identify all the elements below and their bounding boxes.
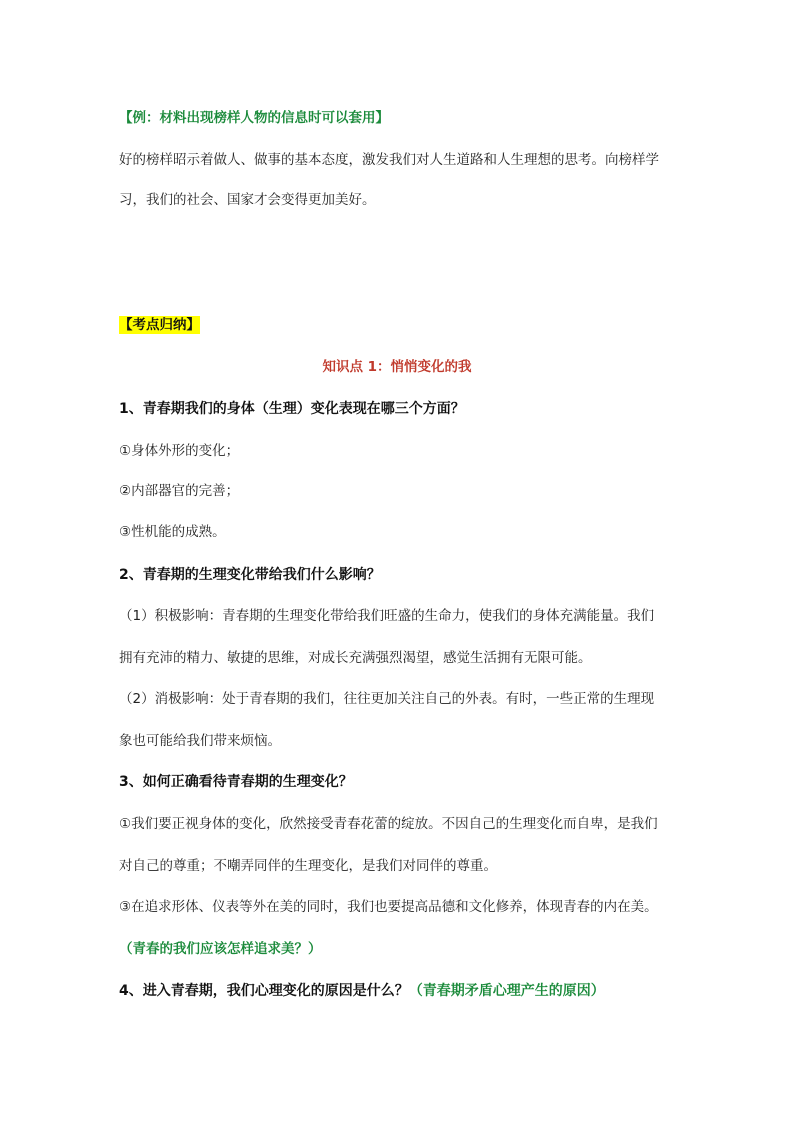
question-2-negative-line-2: 象也可能给我们带来烦恼。: [119, 733, 281, 749]
question-3-answer-3: ③在追求形体、仪表等外在美的同时，我们也要提高品德和文化修养，体现青春的内在美。: [119, 899, 658, 915]
question-4-title: 4、进入青春期，我们心理变化的原因是什么？: [119, 983, 409, 999]
question-4-note: （青春期矛盾心理产生的原因）: [408, 983, 605, 999]
question-2-negative-line-1: （2）消极影响：处于青春期的我们，往往更加关注自己的外表。有时，一些正常的生理现: [119, 691, 655, 707]
question-2-title: 2、青春期的生理变化带给我们什么影响？: [119, 567, 381, 583]
question-2-positive-line-1: （1）积极影响：青春期的生理变化带给我们旺盛的生命力，使我们的身体充满能量。我们: [119, 608, 655, 624]
question-1-item-3: ③性机能的成熟。: [119, 524, 226, 540]
question-3-title: 3、如何正确看待青春期的生理变化？: [119, 774, 353, 790]
example-heading: 【例：材料出现榜样人物的信息时可以套用】: [119, 110, 389, 126]
question-4-row: [119, 981, 679, 1001]
question-1-item-1: ①身体外形的变化；: [119, 443, 240, 459]
knowledge-point-title: 知识点 1：悄悄变化的我: [322, 359, 472, 375]
question-3-answer-1-line-1: ①我们要正视身体的变化，欣然接受青春花蕾的绽放。不因自己的生理变化而自卑，是我们: [119, 816, 658, 832]
question-1-title: 1、青春期我们的身体（生理）变化表现在哪三个方面？: [119, 401, 465, 417]
summary-label: 【考点归纳】: [119, 317, 200, 333]
example-paragraph-line-2: 习，我们的社会、国家才会变得更加美好。: [119, 192, 376, 208]
question-2-positive-line-2: 拥有充沛的精力、敏捷的思维，对成长充满强烈渴望，感觉生活拥有无限可能。: [119, 650, 592, 666]
question-3-answer-1-line-2: 对自己的尊重；不嘲弄同伴的生理变化，是我们对同伴的尊重。: [119, 858, 497, 874]
question-3-note: （青春的我们应该怎样追求美？）: [119, 941, 322, 957]
summary-label-row: [119, 315, 679, 335]
example-paragraph-line-1: 好的榜样昭示着做人、做事的基本态度，激发我们对人生道路和人生理想的思考。向榜样学: [119, 152, 659, 168]
question-1-item-2: ②内部器官的完善；: [119, 483, 240, 499]
